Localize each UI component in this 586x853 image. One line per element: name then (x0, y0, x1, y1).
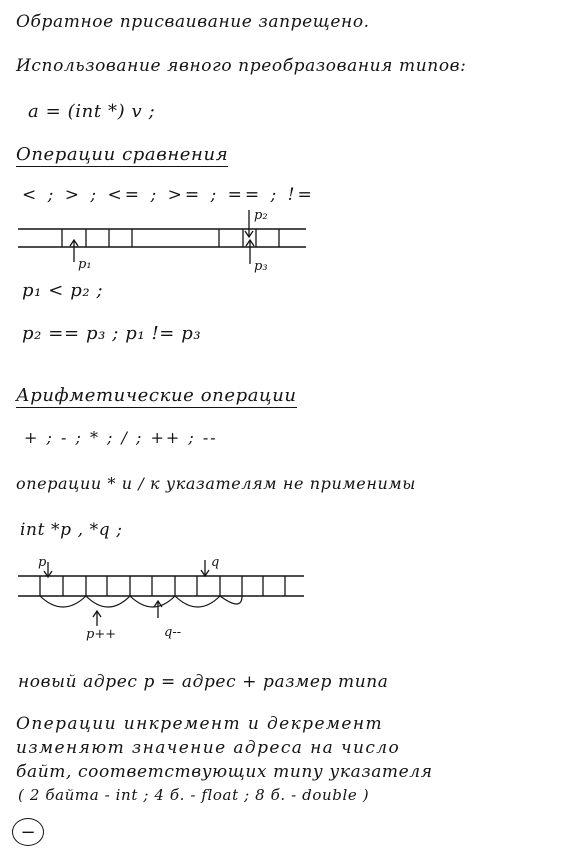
circled-minus-mark (12, 818, 44, 846)
paragraph-line-4: ( 2 байта - int ; 4 б. - float ; 8 б. - double ) (18, 786, 370, 804)
paragraph-line-2: изменяют значение адреса на число (16, 738, 401, 758)
comparison-operators: < ; > ; <= ; >= ; == ; != (22, 185, 315, 205)
arithmetic-operators: + ; - ; * ; / ; ++ ; -- (24, 428, 218, 447)
label-p3: p₃ (254, 259, 268, 274)
memory-diagram-comparison (14, 208, 324, 278)
minus-sign: − (20, 821, 36, 843)
label-q: q (211, 555, 220, 570)
heading-comparison-operations: Операции сравнения (16, 144, 229, 165)
paragraph-line-3: байт, соответствующих типу указателя (16, 762, 433, 782)
code-line-cast: a = (int *) v ; (28, 101, 156, 122)
text-line-explicit-cast: Использование явного преобразования типов: (16, 56, 467, 76)
label-p1: p₁ (78, 257, 92, 272)
note-mul-div-not-applicable: операции * и / к указателям не применимы (16, 474, 416, 493)
text-line-assignment-forbidden: Обратное присваивание запрещено. (16, 12, 370, 32)
heading-arithmetic-operations: Арифметические операции (16, 385, 297, 406)
label-p: p (38, 555, 47, 570)
memory-diagram-arithmetic (14, 552, 314, 647)
label-p-increment: p++ (86, 627, 117, 642)
paragraph-line-1: Операции инкремент и декремент (16, 714, 384, 734)
comparison-example-1: p₁ < p₂ ; (22, 280, 104, 301)
comparison-example-2: p₂ == p₃ ; p₁ != p₃ (22, 323, 202, 344)
label-p2: p₂ (254, 208, 268, 223)
new-address-formula: новый адрес p = адрес + размер типа (18, 672, 389, 692)
label-q-decrement: q-- (164, 625, 182, 640)
code-line-pointer-declaration: int *p , *q ; (20, 520, 123, 540)
